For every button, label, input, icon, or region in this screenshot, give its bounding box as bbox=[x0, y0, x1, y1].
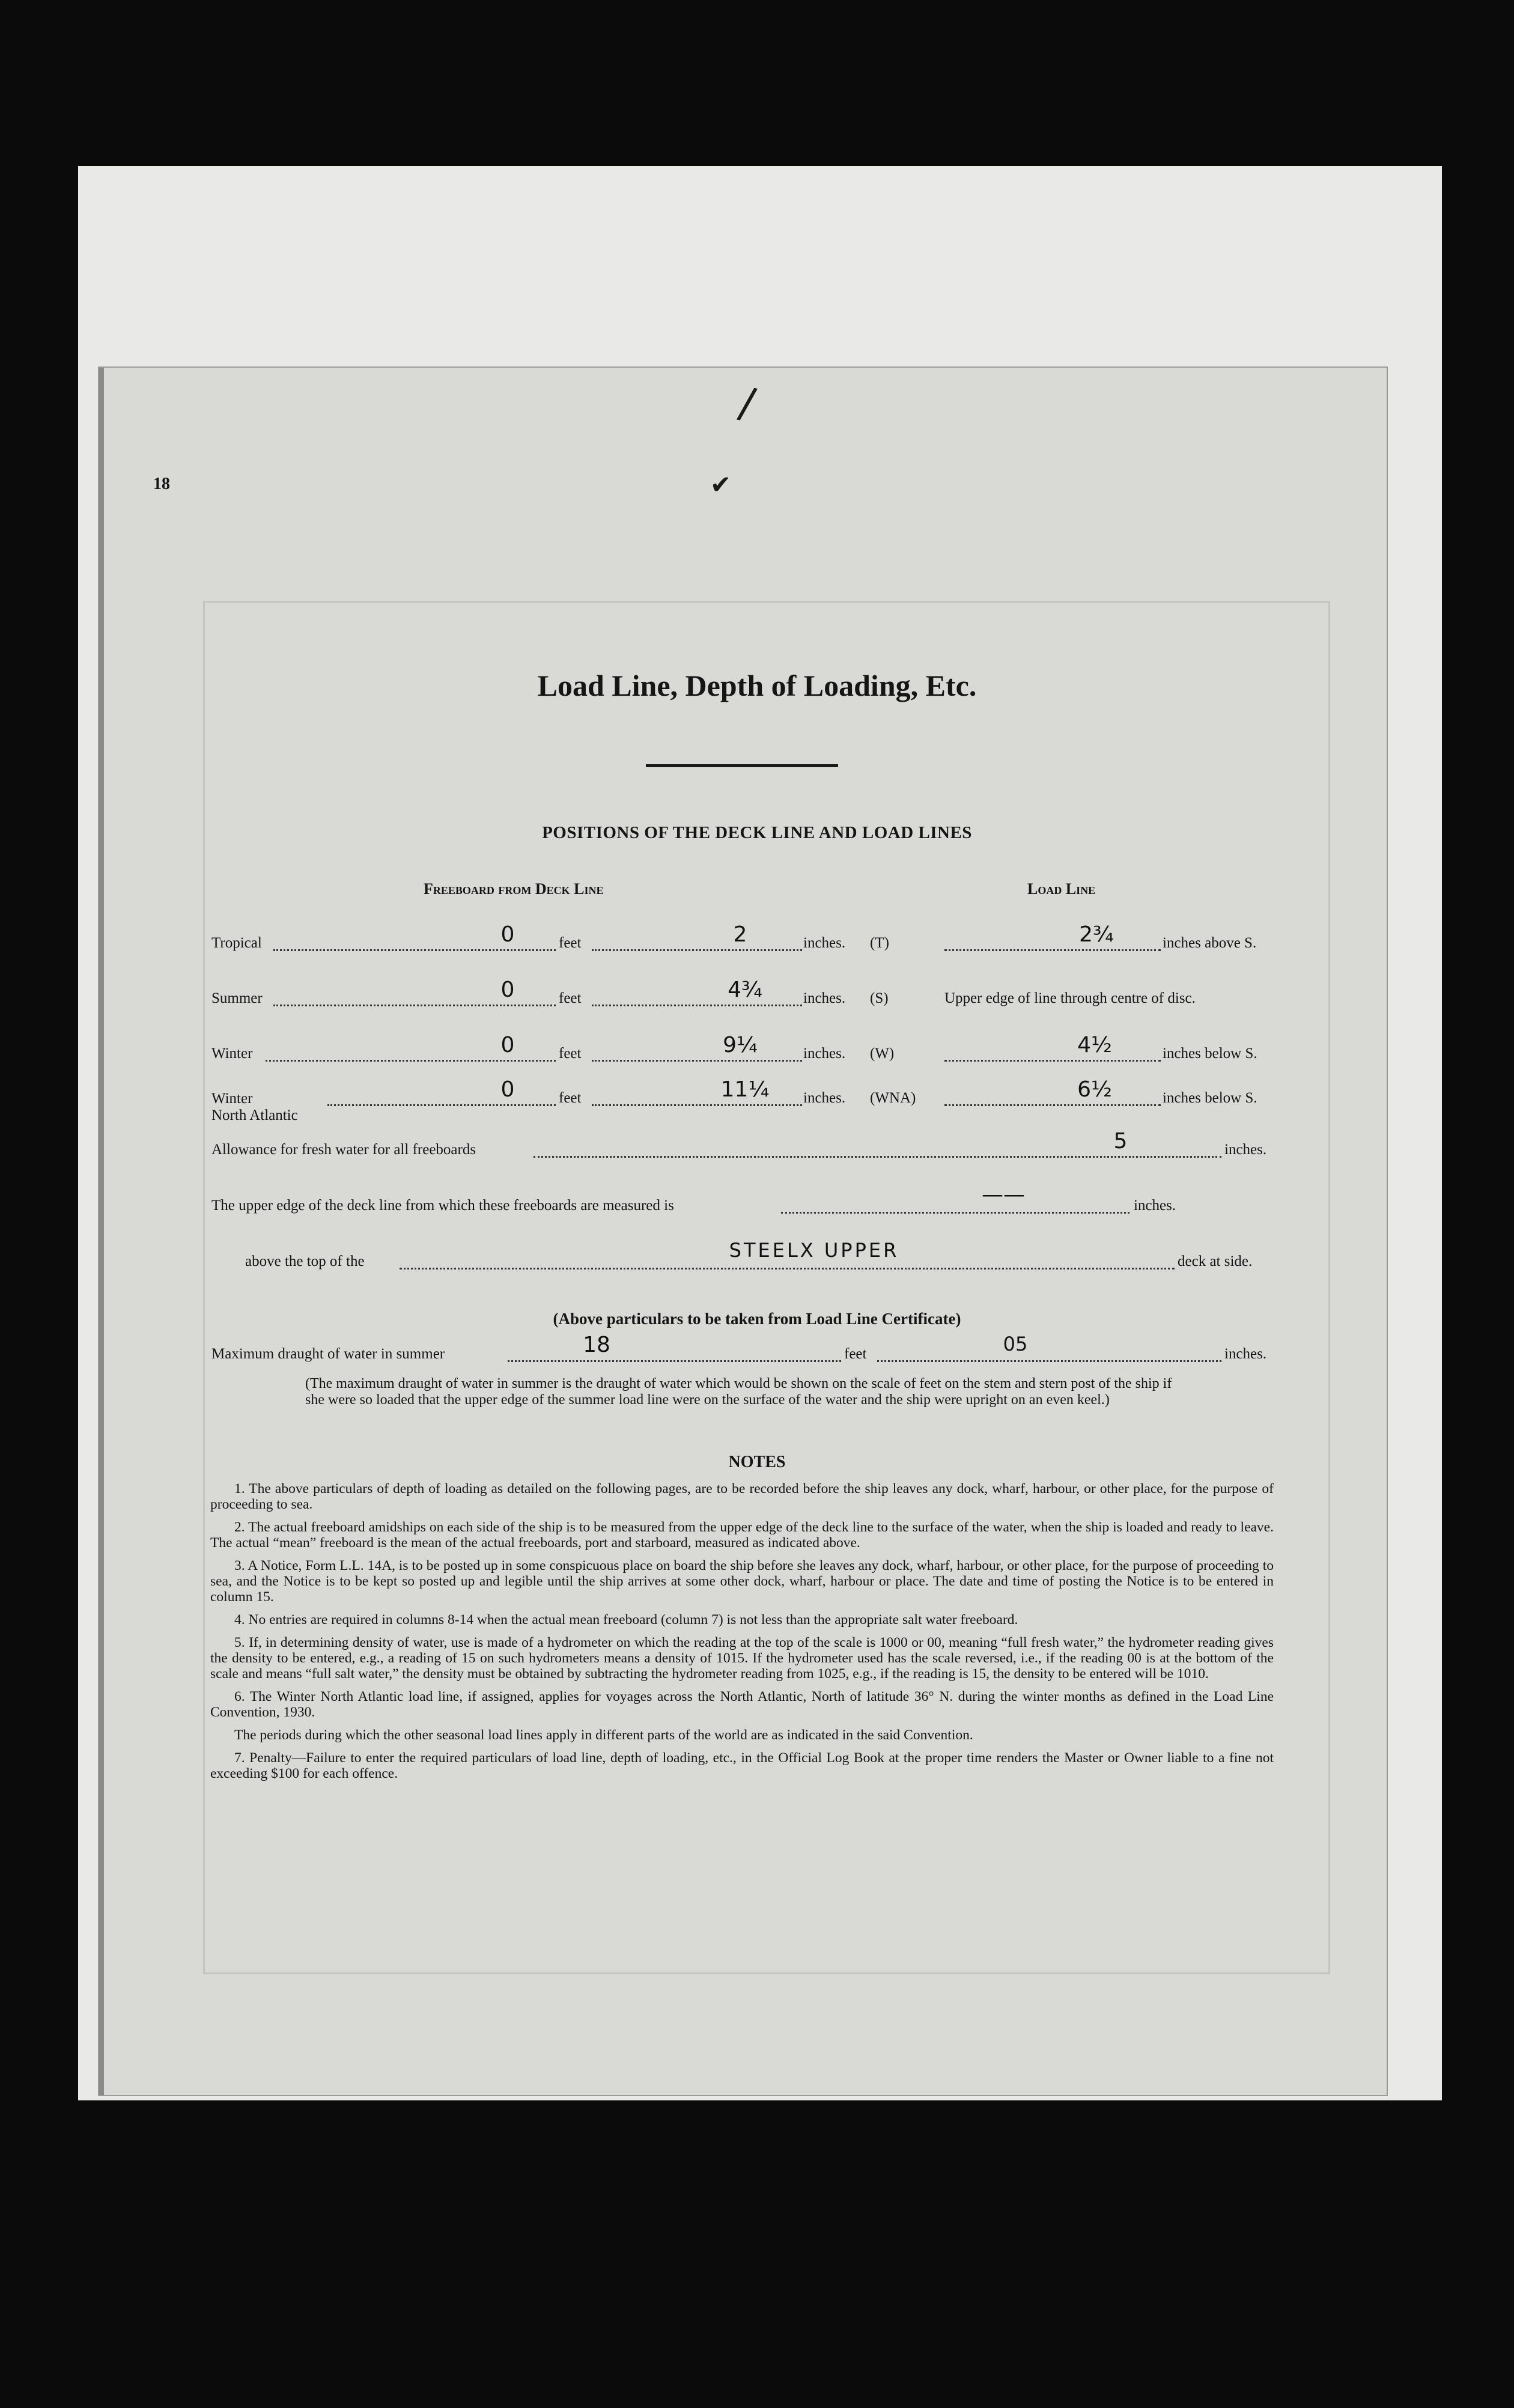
title-rule bbox=[646, 764, 838, 767]
line-code: (W) bbox=[870, 1045, 895, 1062]
note-6-periods: The periods during which the other seasonal load lines apply in different parts of the world are as indicated in the said Convention. bbox=[234, 1727, 973, 1743]
inches-unit: inches. bbox=[803, 990, 846, 1006]
line-code: (S) bbox=[870, 990, 889, 1006]
dot-leader bbox=[877, 1360, 1221, 1362]
note-4: 4. No entries are required in columns 8-14 when the actual mean freeboard (column 7) is not less than the appropriate salt water freeboard. bbox=[234, 1612, 1018, 1628]
load-line-column-heading: Load Line bbox=[1027, 880, 1096, 898]
dot-leader bbox=[327, 1104, 556, 1106]
dot-leader bbox=[781, 1212, 1129, 1214]
allowance-label: Allowance for fresh water for all freeboards bbox=[211, 1142, 476, 1158]
inches-value: 9¼ bbox=[723, 1033, 758, 1057]
feet-unit: feet bbox=[559, 1090, 582, 1106]
allowance-value: 5 bbox=[1113, 1129, 1128, 1154]
load-line-value: 2¾ bbox=[1079, 922, 1114, 947]
above-top-label: above the top of the bbox=[245, 1253, 365, 1269]
dot-leader bbox=[944, 1060, 1161, 1062]
dot-leader bbox=[400, 1268, 1175, 1269]
deck-line-unit: inches. bbox=[1134, 1197, 1176, 1214]
line-code: (WNA) bbox=[870, 1090, 916, 1106]
load-line-value: 4½ bbox=[1077, 1033, 1112, 1057]
inches-unit: inches. bbox=[803, 935, 846, 951]
row-label: Winter North Atlantic bbox=[211, 1090, 298, 1123]
max-draught-inches-unit: inches. bbox=[1224, 1346, 1267, 1362]
allowance-unit: inches. bbox=[1224, 1142, 1267, 1158]
row-label: Winter bbox=[211, 1045, 253, 1062]
note-1: 1. The above particulars of depth of loading as detailed on the following pages, are to be recorded before the ship leaves any dock, wharf, harbour, or other place, for the purpose of proceeding to sea. bbox=[210, 1481, 1274, 1512]
inches-value: 2 bbox=[733, 922, 747, 947]
note-2: 2. The actual freeboard amidships on each side of the ship is to be measured from the upper edge of the deck line to the surface of the water, when the ship is loaded and ready to leave. The actual “mean” freeboard is the mean of the actual freeboards, port and starboard, measured as indicated above. bbox=[210, 1519, 1274, 1551]
feet-unit: feet bbox=[559, 935, 582, 951]
load-line-suffix: inches above S. bbox=[1163, 935, 1257, 951]
feet-value: 0 bbox=[500, 1077, 515, 1102]
feet-value: 0 bbox=[500, 977, 515, 1002]
deck-line-value: —— bbox=[982, 1182, 1025, 1207]
note-6: 6. The Winter North Atlantic load line, if assigned, applies for voyages across the North Atlantic, North of latitude 36° N. during the winter months as defined in the Load Line Convention, 1930. bbox=[210, 1689, 1274, 1720]
dot-leader bbox=[534, 1156, 1221, 1158]
deck-name-value: STEELX UPPER bbox=[729, 1239, 899, 1262]
note-3: 3. A Notice, Form L.L. 14A, is to be posted up in some conspicuous place on board the ship before she leaves any dock, wharf, harbour, or other place, for the purpose of proceeding to sea, and the Notice is to be kept so posted up and legible until the ship arrives at some other dock, wharf, harbour or place. The date and time of posting the Notice is to be entered in column 15. bbox=[210, 1558, 1274, 1605]
notes-heading: NOTES bbox=[728, 1453, 786, 1471]
load-line-suffix: inches below S. bbox=[1163, 1090, 1257, 1106]
note-7: 7. Penalty—Failure to enter the required particulars of load line, depth of loading, etc., in the Official Log Book at the proper time renders the Master or Owner liable to a fine not exceeding $100 for each offence. bbox=[210, 1750, 1274, 1781]
certificate-note: (Above particulars to be taken from Load Line Certificate) bbox=[553, 1310, 961, 1328]
handwritten-stroke: / bbox=[735, 377, 759, 429]
max-draught-label: Maximum draught of water in summer bbox=[211, 1346, 445, 1362]
dot-leader bbox=[592, 1060, 802, 1062]
dot-leader bbox=[944, 1104, 1161, 1106]
max-draught-feet-value: 18 bbox=[583, 1333, 610, 1357]
page-title: Load Line, Depth of Loading, Etc. bbox=[537, 669, 977, 702]
notes-list bbox=[210, 1481, 1274, 1789]
inches-value: 11¼ bbox=[720, 1077, 770, 1102]
max-draught-inches-value: 05 bbox=[1003, 1333, 1028, 1355]
note-5: 5. If, in determining density of water, use is made of a hydrometer on which the reading at the top of the scale is 1000 or 00, meaning “full fresh water,” the hydrometer reading gives the density to be entered, e.g., a reading of 15 on such hydrometers means a density of 1015. If the hydrometer used has the scale reversed, i.e., if the reading 00 is at the bottom of the scale and means “full salt water,” the density must be obtained by subtracting the hydrometer reading from 1025, e.g., if the reading is 15, the density to be entered will be 1010. bbox=[210, 1635, 1274, 1682]
dot-leader bbox=[592, 1005, 802, 1006]
dot-leader bbox=[273, 1005, 556, 1006]
dot-leader bbox=[508, 1360, 841, 1362]
feet-value: 0 bbox=[500, 1033, 515, 1057]
dot-leader bbox=[273, 949, 556, 951]
explanation-text: (The maximum draught of water in summer is the draught of water which would be shown on the scale of feet on the stem and stern post of the ship if she were so loaded that the upper edge of the summer load line were on the surface of the water and the ship were upright on an even keel.) bbox=[305, 1376, 1172, 1408]
dot-leader bbox=[266, 1060, 556, 1062]
dot-leader bbox=[592, 949, 802, 951]
handwritten-check: ✔ bbox=[710, 470, 732, 499]
load-line-suffix: inches below S. bbox=[1163, 1045, 1257, 1062]
row-label: Summer bbox=[211, 990, 263, 1006]
inches-value: 4¾ bbox=[728, 977, 762, 1002]
deck-line-label: The upper edge of the deck line from which these freeboards are measured is bbox=[211, 1197, 674, 1214]
feet-unit: feet bbox=[559, 1045, 582, 1062]
row-label: Tropical bbox=[211, 935, 262, 951]
section-heading: POSITIONS OF THE DECK LINE AND LOAD LINES bbox=[542, 823, 972, 842]
dot-leader bbox=[944, 949, 1161, 951]
feet-unit: feet bbox=[559, 990, 582, 1006]
inches-unit: inches. bbox=[803, 1090, 846, 1106]
load-line-value: 6½ bbox=[1077, 1077, 1112, 1102]
load-line-suffix: Upper edge of line through centre of disc. bbox=[944, 990, 1196, 1006]
inches-unit: inches. bbox=[803, 1045, 846, 1062]
line-code: (T) bbox=[870, 935, 889, 951]
dot-leader bbox=[592, 1104, 802, 1106]
page-number: 18 bbox=[153, 475, 170, 493]
freeboard-column-heading: Freeboard from Deck Line bbox=[424, 880, 604, 898]
above-top-unit: deck at side. bbox=[1178, 1253, 1253, 1269]
max-draught-feet-unit: feet bbox=[844, 1346, 867, 1362]
feet-value: 0 bbox=[500, 922, 515, 947]
